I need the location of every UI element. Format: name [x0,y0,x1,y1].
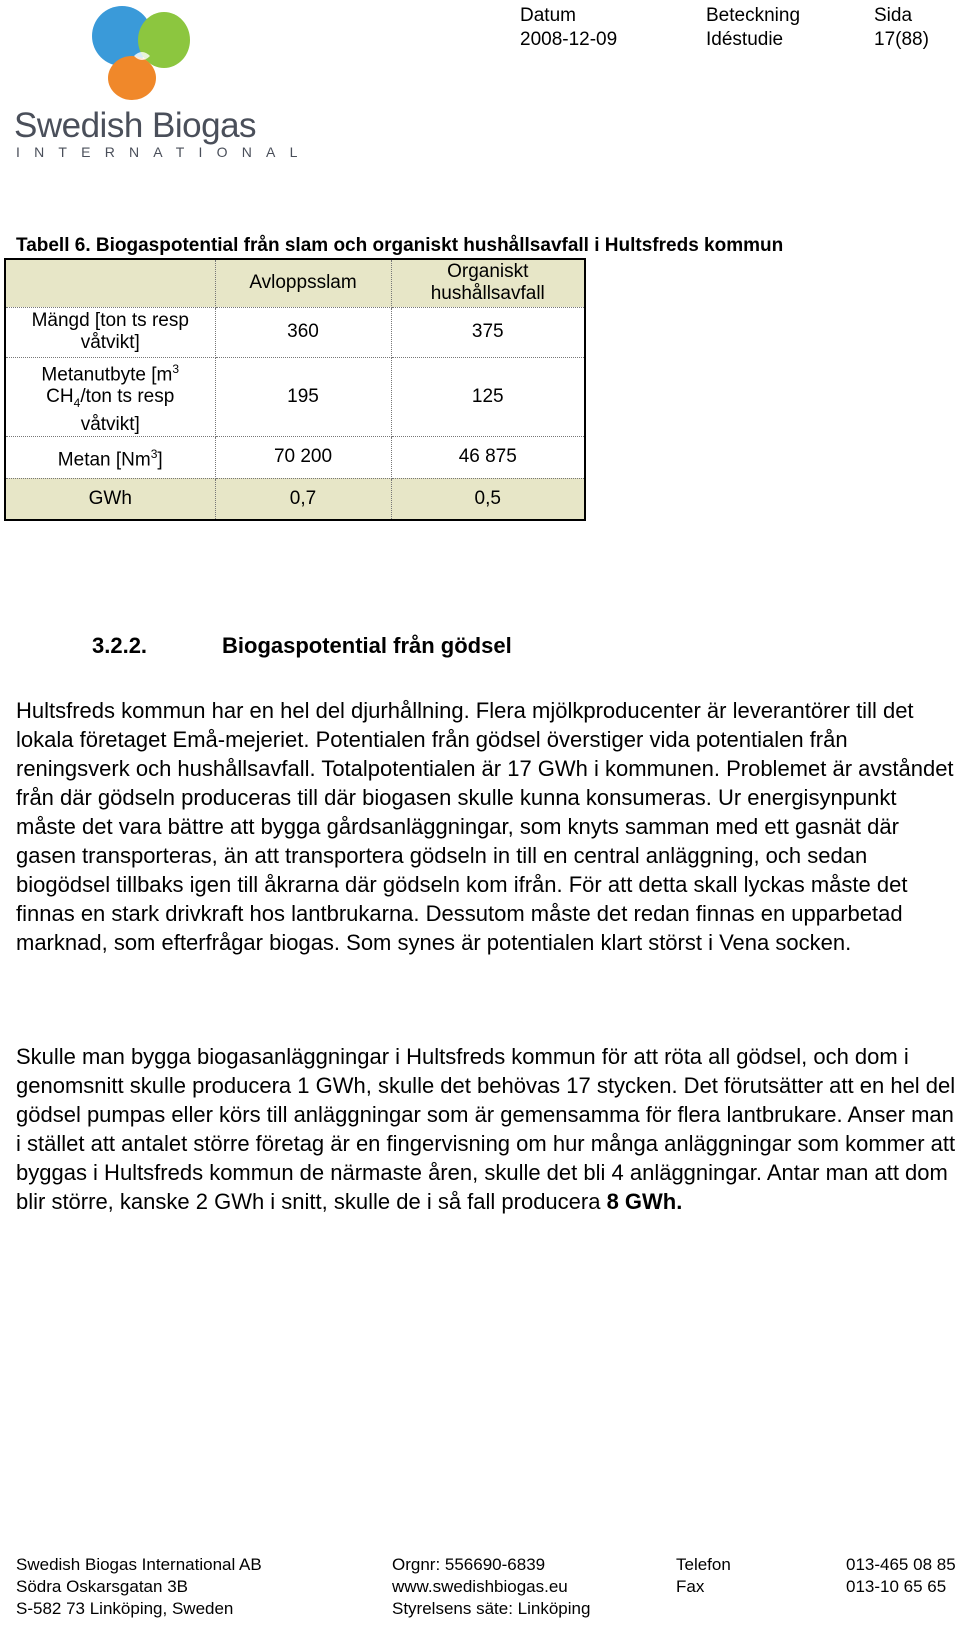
table-row [5,436,585,478]
col-header-avloppsslam: Avloppsslam [215,259,391,307]
footer-fax-label: Fax [676,1577,705,1596]
beteckning-value: Idéstudie [706,29,784,50]
datum-value: 2008-12-09 [520,29,618,50]
footer-contact-values [846,1554,956,1598]
footer-contact-labels [676,1554,731,1598]
cell-value: 70 200 [215,436,391,478]
footer-company: Swedish Biogas International AB [16,1555,262,1574]
row-label-line: våtvikt] [80,332,140,353]
col-header-organiskt-line2: hushållsavfall [430,283,545,305]
footer-street: Södra Oskarsgatan 3B [16,1577,188,1596]
footer-orgnr: Orgnr: 556690-6839 [392,1555,546,1574]
section-title: Biogaspotential från gödsel [222,633,512,658]
cell-value: 125 [391,357,585,436]
footer-org [392,1554,590,1620]
cell-value: 0,7 [215,478,391,520]
row-label-mangd [5,307,215,357]
table-header-row [5,259,585,307]
cell-value: 195 [215,357,391,436]
col-header-organiskt [391,259,585,307]
header-datum [520,4,617,52]
row-label-metanutbyte [5,357,215,436]
header-beteckning [706,4,800,52]
table-row [5,307,585,357]
cell-value: 46 875 [391,436,585,478]
table-caption: Tabell 6. Biogaspotential från slam och organiskt hushållsavfall i Hultsfreds kommun [16,235,784,256]
sida-value: 17(88) [874,29,929,50]
cell-value: 375 [391,307,585,357]
header-sida [874,4,929,52]
footer-seat: Styrelsens säte: Linköping [392,1599,591,1618]
footer-tel: 013-465 08 85 [846,1555,956,1574]
footer-address [16,1554,262,1620]
cell-value: 360 [215,307,391,357]
beteckning-label: Beteckning [706,5,801,26]
footer-city: S-582 73 Linköping, Sweden [16,1599,234,1618]
row-label-line: Mängd [ton ts resp [31,310,189,331]
logo-mark-icon [74,2,324,106]
table-row [5,357,585,436]
row-label-metan: Metan [Nm$^3$] [5,436,215,478]
row-label-line: våtvikt] [80,413,140,435]
table-corner-cell [5,259,215,307]
company-logo [14,2,312,162]
row-label-gwh: GWh [5,478,215,520]
body-paragraph: Skulle man bygga biogasanläggningar i Hultsfreds kommun för att röta all gödsel, och dom i genomsnitt skulle producera 1 GWh, skulle det behövas 17 stycken. Det förutsätter att en hel del gödsel pumpas eller körs till anläggningar som är gemensamma för flera lantbrukare. Anser man i stället att antalet större företag är en fingervisning om hur många anläggningar som kommer att byggas i Hultsfreds kommun de närmaste åren, skulle det bli 4 anläggningar. Antar man att dom blir större, kanske 2 GWh i snitt, skulle de i så fall producera 8 GWh. [16,1044,956,1214]
body-paragraph: Hultsfreds kommun har en hel del djurhållning. Flera mjölkproducenter är leverantörer till det lokala företaget Emå-mejeriet. Potentialen från gödsel överstiger vida potentialen från reningsverk och hushållsavfall. Totalpotentialen är 17 GWh i kommunen. Problemet är avståndet från där gödseln produceras till där biogasen skulle kunna konsumeras. Ur energisynpunkt måste det vara bättre att bygga gårdsanläggningar, som knyts samman med ett gasnät där gasen transporteras, än att transportera gödseln in till en central anläggning, och sedan biogödsel tillbaks igen till åkrarna där gödseln kom ifrån. För att detta skall lyckas måste det finnas en stark drivkraft hos lantbrukarna. Dessutom måste det redan finnas en upparbetad marknad, som efterfrågar biogas. Som synes är potentialen klart störst i Vena socken. [16,698,954,955]
datum-label: Datum [520,5,576,26]
row-label-line: $CH_4$/ton ts resp [46,385,175,410]
footer-web-link[interactable]: www.swedishbiogas.eu [392,1577,568,1596]
cell-value: 0,5 [391,478,585,520]
footer-tel-label: Telefon [676,1555,731,1574]
sida-label: Sida [874,5,913,26]
table-row [5,478,585,520]
footer-fax: 013-10 65 65 [846,1577,947,1596]
col-header-organiskt-line1: Organiskt [447,261,529,283]
row-label-line: Metanutbyte [$m^3$ [41,361,180,385]
bold-result: 8 GWh. [606,1189,683,1214]
section-number: 3.2.2. [92,633,148,658]
logo-wordmark: Swedish Biogas [14,106,257,145]
logo-subword: INTERNATIONAL [16,144,312,160]
biogas-table [4,258,586,521]
